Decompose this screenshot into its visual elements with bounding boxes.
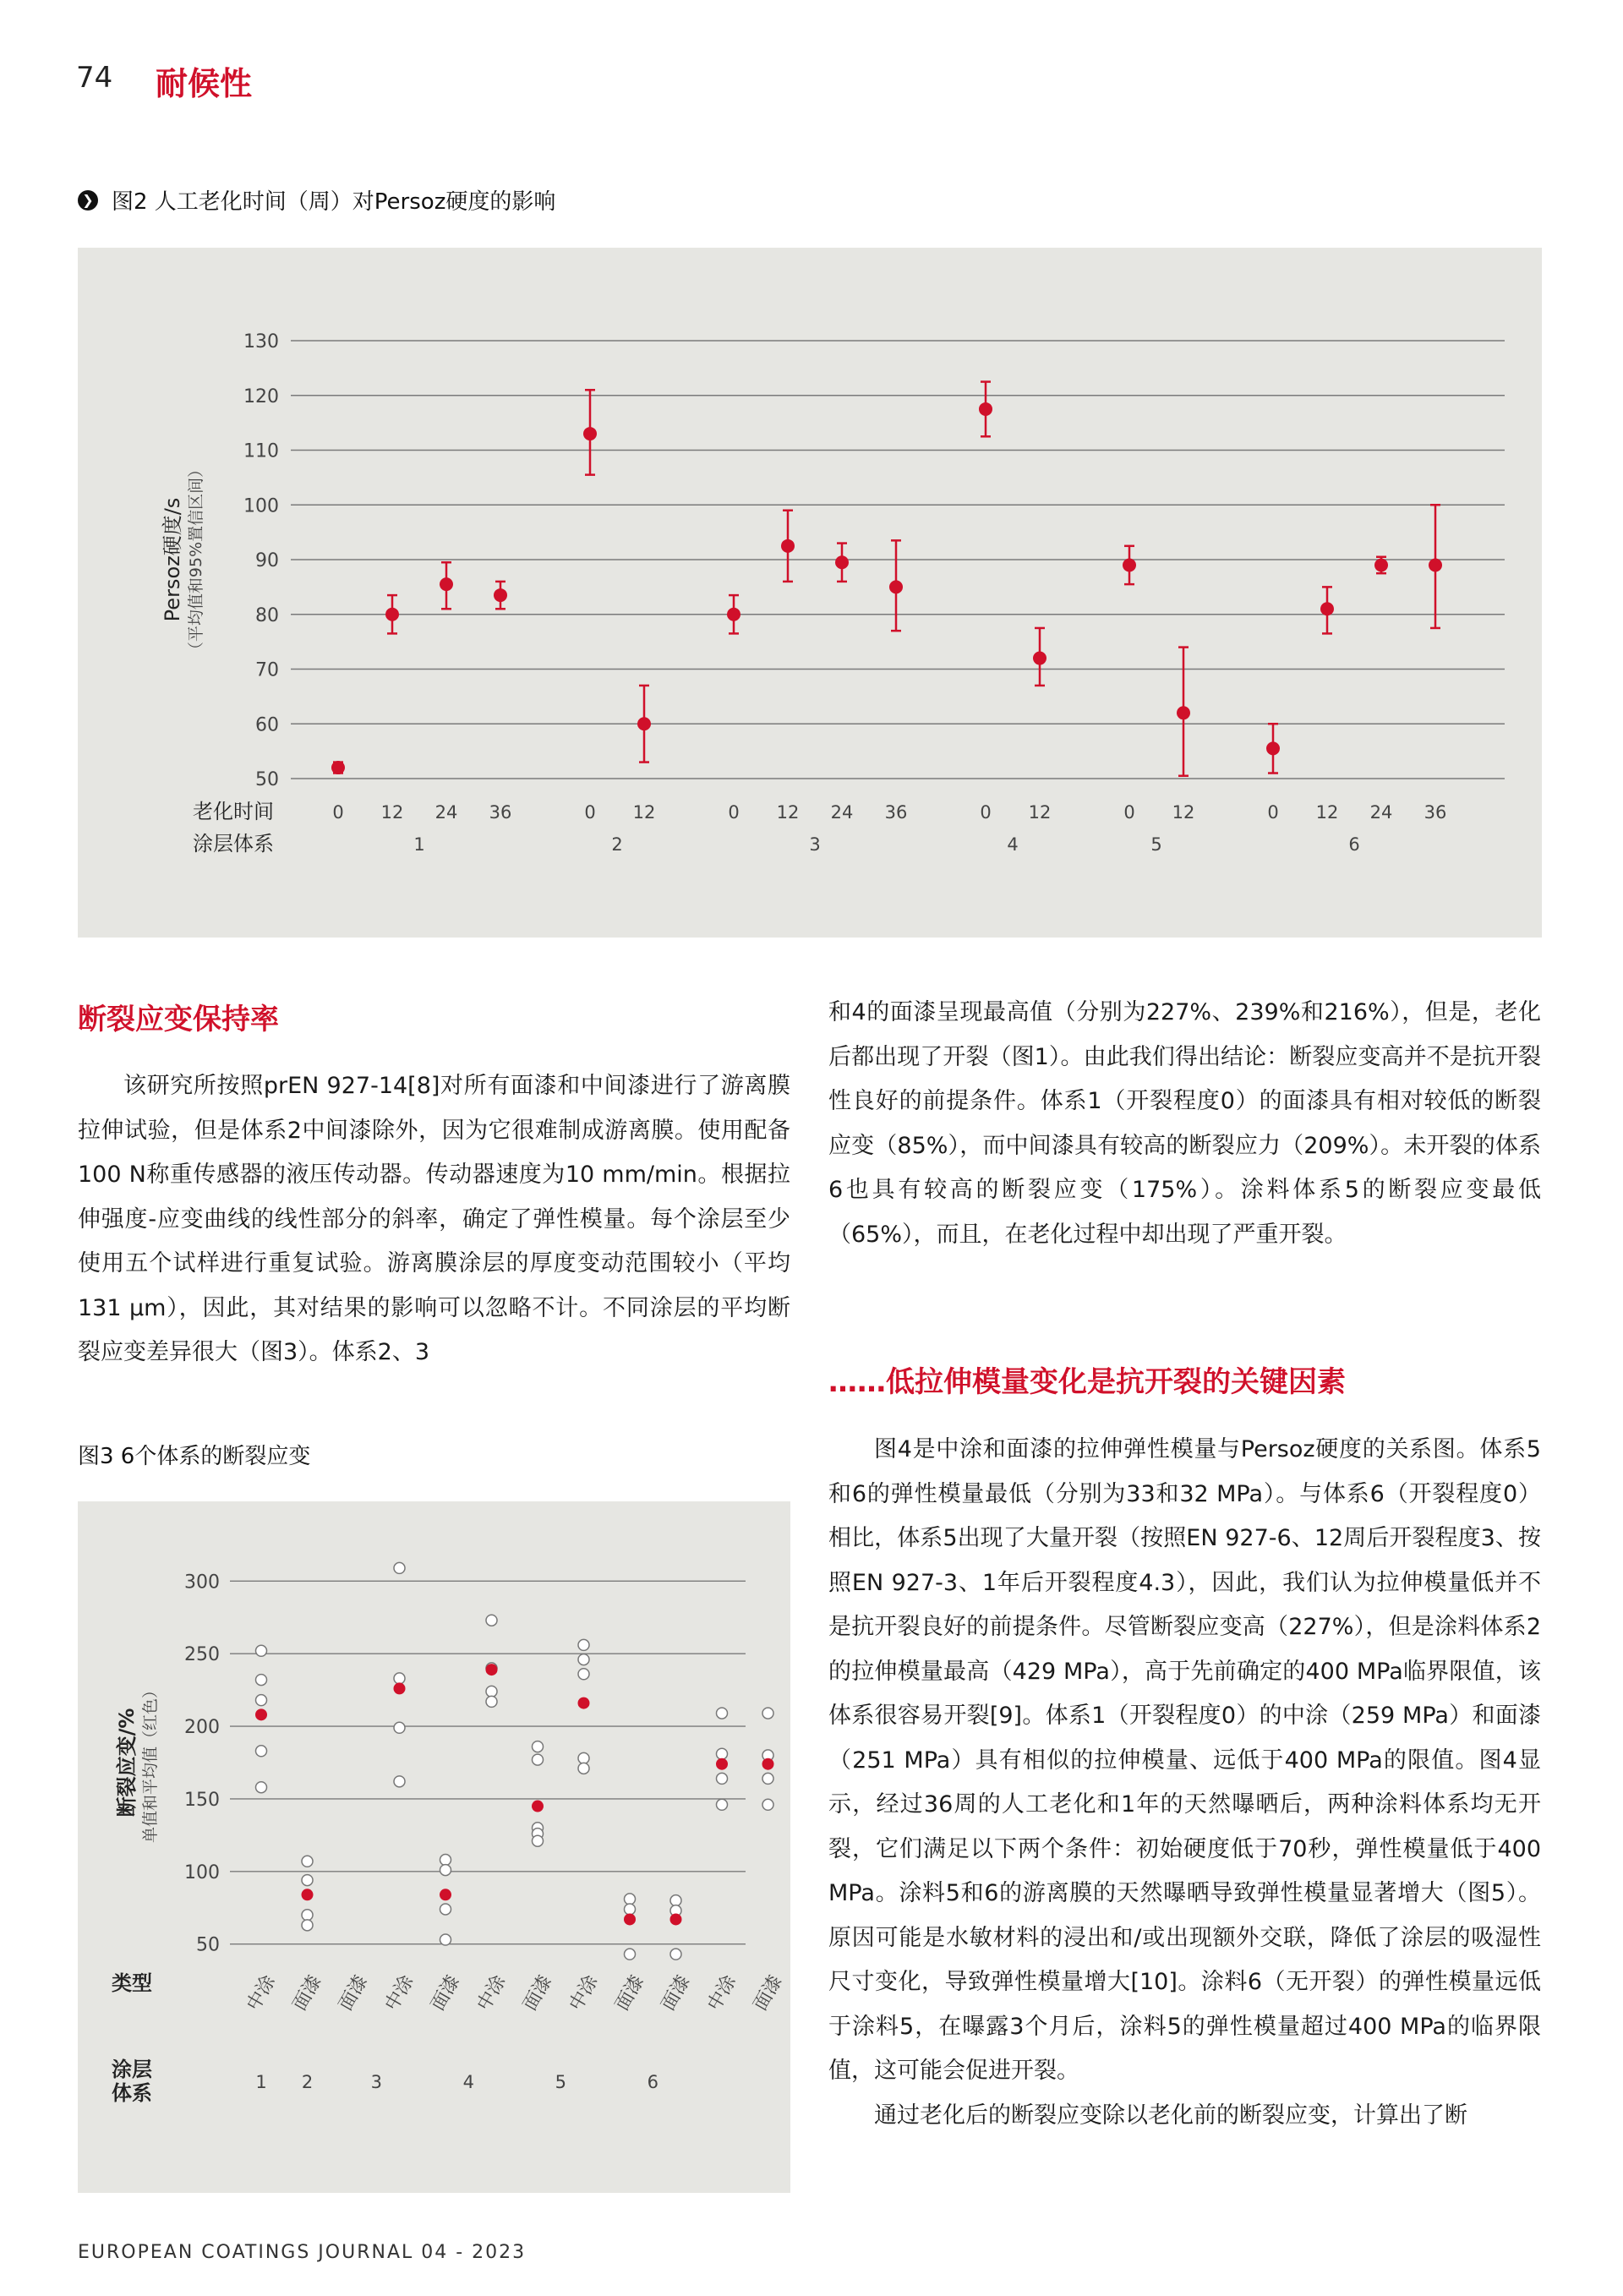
y-tick-label: 70 [255, 659, 279, 681]
mean-point [716, 1758, 728, 1770]
mean-point [532, 1801, 544, 1812]
mean-point [578, 1697, 590, 1709]
individual-point [625, 1894, 636, 1905]
data-point [385, 608, 399, 621]
x-tick-label-week: 0 [584, 802, 596, 823]
individual-point [486, 1686, 497, 1697]
individual-point [533, 1741, 544, 1752]
individual-point [302, 1920, 313, 1931]
x-tick-label-week: 36 [1424, 802, 1447, 823]
individual-point [762, 1799, 773, 1810]
x-group-label-system: 2 [301, 2072, 314, 2092]
y-axis-sublabel: （平均值和95%置信区间） [187, 461, 205, 659]
row-label-system: 涂层 [112, 2058, 152, 2081]
page-number: 74 [76, 61, 113, 95]
row-label-time: 老化时间 [193, 800, 274, 823]
x-group-label-system: 3 [809, 834, 821, 855]
y-tick-label: 130 [243, 331, 279, 353]
footer-journal: EUROPEAN COATINGS JOURNAL 04 - 2023 [78, 2242, 527, 2263]
individual-point [256, 1645, 267, 1656]
x-group-label-system: 1 [255, 2072, 267, 2092]
y-tick-label: 300 [184, 1572, 220, 1594]
x-group-label-system: 3 [370, 2072, 382, 2092]
x-tick-label-week: 0 [980, 802, 992, 823]
individual-point [256, 1746, 267, 1757]
individual-point [578, 1654, 589, 1665]
mean-point [394, 1682, 406, 1694]
y-axis-sublabel: 单值和平均值（红色） [141, 1681, 160, 1844]
figure2-caption-row [78, 184, 555, 216]
left-paragraph: 该研究所按照prEN 927-14[8]对所有面漆和中间漆进行了游离膜拉伸试验，但是体系2中间漆除外，因为它很难制成游离膜。使用配备100 N称重传感器的液压传动器。传动器速度为10 mm/min。根据拉伸强度-应变曲线的线性部分的斜率，确定了弹性模量。每个涂层至少使用五个试样进行重复试验。游离膜涂层的厚度变动范围较小（平均131 μm），因此，其对结果的影响可以忽略不计。不同涂层的平均断裂应变差异很大（图3）。体系2、3 [78, 1073, 790, 1365]
individual-point [394, 1673, 405, 1684]
x-tick-label-week: 36 [884, 802, 908, 823]
individual-point [302, 1856, 313, 1867]
data-point [1033, 652, 1046, 665]
x-group-label-system: 2 [611, 834, 623, 855]
x-tick-label-type: 面漆 [750, 1971, 787, 2015]
x-tick-label-week: 0 [1267, 802, 1279, 823]
x-tick-label-week: 12 [776, 802, 800, 823]
y-tick-label: 80 [255, 604, 279, 626]
figure3-chart [78, 1501, 790, 2193]
individual-point [717, 1748, 728, 1759]
data-point [1320, 602, 1334, 615]
x-tick-label-week: 12 [1172, 802, 1195, 823]
y-tick-label: 100 [184, 1861, 220, 1883]
individual-point [256, 1782, 267, 1793]
data-point [440, 577, 453, 591]
y-tick-label: 110 [243, 440, 279, 462]
data-point [727, 608, 740, 621]
right-paragraph2: 图4是中涂和面漆的拉伸弹性模量与Persoz硬度的关系图。体系5和6的弹性模量最低（分别为33和32 MPa）。与体系6（开裂程度0）相比，体系5出现了大量开裂（按照EN 927-6、12周后开裂程度3、按照EN 927-3、1年后开裂程度4.3），因此，我们认为拉伸模量低并不是抗开裂良好的前提条件。尽管断裂应变高（227%），但是涂料体系2的拉伸模量最高（429 MPa），高于先前确定的400 MPa临界限值，该体系很容易开裂[9]。体系1（开裂程度0）的中涂（259 MPa）和面漆（251 MPa）具有相似的拉伸模量、远低于400 MPa的限值。图4显示，经过36周的人工老化和1年的天然曝晒后，两种涂料体系均无开裂，它们满足以下两个条件：初始硬度低于70秒，弹性模量低于400 MPa。涂料5和6的游离膜的天然曝晒导致弹性模量显著增大（图5）。原因可能是水敏材料的浸出和/或出现额外交联，降低了涂层的吸湿性尺寸变化，导致弹性模量增大[10]。涂料6（无开裂）的弹性模量远低于涂料5，在曝露3个月后，涂料5的弹性模量超过400 MPa的临界限值，这可能会促进开裂。 [828, 1436, 1541, 2084]
data-point [979, 402, 992, 416]
individual-point [440, 1904, 451, 1915]
x-tick-label-type: 中涂 [381, 1971, 418, 2015]
y-tick-label: 150 [184, 1789, 220, 1811]
individual-point [533, 1754, 544, 1765]
individual-point [717, 1708, 728, 1719]
y-tick-label: 50 [196, 1934, 220, 1956]
mean-point [302, 1889, 314, 1900]
left-paragraph-block [78, 1064, 790, 1375]
x-tick-label-type: 中涂 [566, 1971, 603, 2015]
individual-point [578, 1639, 589, 1650]
y-tick-label: 50 [255, 769, 279, 790]
y-tick-label: 60 [255, 714, 279, 736]
individual-point [578, 1669, 589, 1680]
individual-point [486, 1696, 497, 1707]
row-label-system: 涂层体系 [193, 832, 274, 856]
x-tick-label-week: 0 [1123, 802, 1135, 823]
data-point [835, 555, 849, 569]
individual-point [302, 1875, 313, 1886]
mean-point [624, 1913, 636, 1925]
x-tick-label-type: 中涂 [703, 1971, 741, 2015]
mean-point [762, 1758, 774, 1770]
x-group-label-system: 1 [413, 834, 425, 855]
individual-point [670, 1895, 681, 1906]
x-group-label-system: 5 [555, 2072, 566, 2092]
x-group-label-system: 5 [1150, 834, 1162, 855]
individual-point [762, 1773, 773, 1784]
section-title: 耐候性 [156, 65, 253, 102]
figure2-panel [78, 248, 1542, 938]
row-label-system-2: 体系 [112, 2081, 152, 2105]
left-section-heading: 断裂应变保持率 [78, 1003, 279, 1036]
right-section-heading: ……低拉伸模量变化是抗开裂的关键因素 [828, 1365, 1346, 1399]
x-tick-label-week: 24 [830, 802, 854, 823]
mean-point [255, 1708, 267, 1720]
figure3-panel [78, 1501, 790, 2193]
figure3-caption: 图3 6个体系的断裂应变 [78, 1444, 311, 1469]
individual-point [256, 1675, 267, 1686]
x-tick-label-week: 0 [728, 802, 740, 823]
x-tick-label-type: 中涂 [473, 1971, 511, 2015]
x-tick-label-week: 24 [1369, 802, 1393, 823]
individual-point [625, 1949, 636, 1960]
mean-point [440, 1889, 451, 1900]
x-group-label-system: 6 [647, 2072, 658, 2092]
data-point [781, 539, 795, 553]
x-tick-label-week: 12 [380, 802, 404, 823]
x-tick-label-week: 24 [434, 802, 458, 823]
right-paragraph2-block [828, 1428, 1541, 2138]
mean-point [486, 1664, 498, 1676]
individual-point [440, 1865, 451, 1876]
data-point [583, 427, 597, 440]
data-point [1177, 706, 1190, 719]
y-axis-label: 断裂应变/% [115, 1708, 139, 1818]
individual-point [440, 1934, 451, 1945]
data-point [494, 588, 507, 602]
y-axis-label: Persoz硬度/s [161, 497, 184, 622]
individual-point [625, 1904, 636, 1915]
x-tick-label-type: 面漆 [427, 1971, 465, 2015]
data-point [1429, 558, 1442, 571]
data-point [637, 717, 651, 730]
individual-point [533, 1835, 544, 1846]
x-group-label-system: 6 [1348, 834, 1360, 855]
y-tick-label: 100 [243, 495, 279, 517]
individual-point [256, 1695, 267, 1706]
chevron-right-icon: ❯ [78, 190, 98, 210]
data-point [1123, 558, 1136, 571]
right-paragraph3: 通过老化后的断裂应变除以老化前的断裂应变，计算出了断 [874, 2102, 1467, 2129]
data-point [1374, 558, 1388, 571]
x-tick-label-type: 中涂 [243, 1971, 281, 2015]
individual-point [717, 1799, 728, 1810]
y-tick-label: 90 [255, 550, 279, 571]
y-tick-label: 250 [184, 1644, 220, 1666]
data-point [331, 761, 345, 774]
data-point [1266, 741, 1280, 755]
right-paragraph1: 和4的面漆呈现最高值（分别为227%、239%和216%），但是，老化后都出现了开裂（图1）。由此我们得出结论：断裂应变高并不是抗开裂性良好的前提条件。体系1（开裂程度0）的面漆具有相对较低的断裂应变（85%），而中间漆具有较高的断裂应力（209%）。未开裂的体系6也具有较高的断裂应变（175%）。涂料体系5的断裂应变最低（65%），而且，在老化过程中却出现了严重开裂。 [828, 999, 1541, 1248]
x-tick-label-type: 面漆 [335, 1971, 373, 2015]
right-paragraph1-block [828, 991, 1541, 1257]
individual-point [717, 1773, 728, 1784]
individual-point [762, 1708, 773, 1719]
mean-point [670, 1913, 682, 1925]
figure2-caption: 图2 人工老化时间（周）对Persoz硬度的影响 [112, 189, 556, 215]
row-label-type: 类型 [112, 1971, 152, 1995]
x-group-label-system: 4 [1007, 834, 1019, 855]
data-point [889, 580, 903, 593]
x-tick-label-type: 面漆 [658, 1971, 695, 2015]
individual-point [486, 1615, 497, 1626]
y-tick-label: 120 [243, 385, 279, 407]
x-tick-label-type: 面漆 [289, 1971, 326, 2015]
x-tick-label-week: 12 [632, 802, 656, 823]
individual-point [670, 1949, 681, 1960]
y-tick-label: 200 [184, 1717, 220, 1739]
individual-point [302, 1910, 313, 1921]
x-tick-label-type: 面漆 [611, 1971, 649, 2015]
x-group-label-system: 4 [462, 2072, 474, 2092]
individual-point [394, 1776, 405, 1787]
x-tick-label-week: 12 [1028, 802, 1052, 823]
x-tick-label-type: 面漆 [519, 1971, 557, 2015]
individual-point [578, 1752, 589, 1763]
x-tick-label-week: 12 [1315, 802, 1339, 823]
individual-point [394, 1722, 405, 1733]
individual-point [578, 1763, 589, 1774]
x-tick-label-week: 0 [332, 802, 344, 823]
x-tick-label-week: 36 [489, 802, 512, 823]
individual-point [440, 1855, 451, 1866]
individual-point [394, 1562, 405, 1573]
figure2-chart [78, 248, 1542, 938]
